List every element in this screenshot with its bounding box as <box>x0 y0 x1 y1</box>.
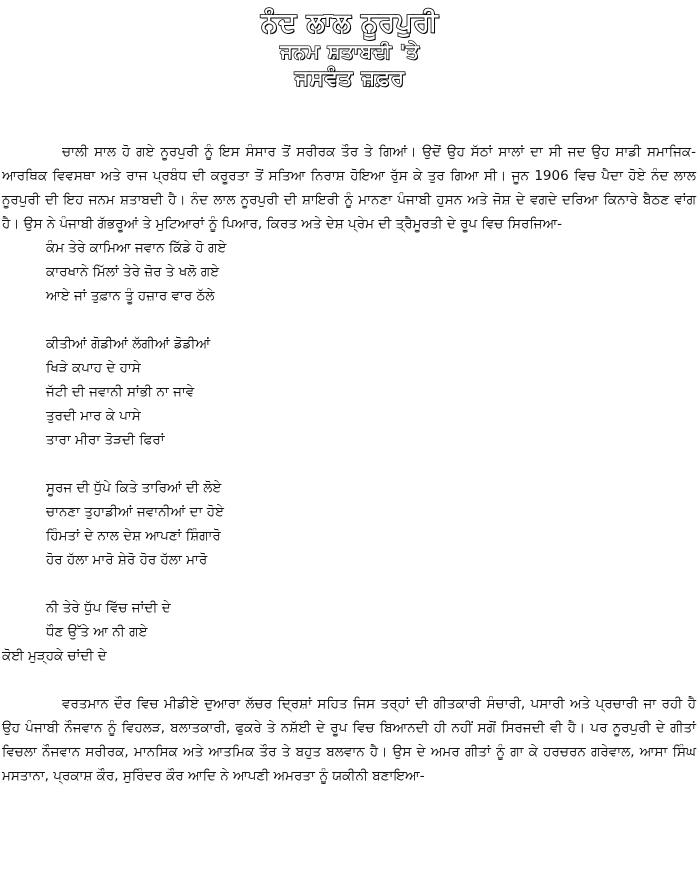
article-subtitle: ਜਨਮ ਸ਼ਤਾਬਦੀ 'ਤੇ <box>280 41 420 63</box>
stanza-gap <box>2 572 696 596</box>
closing-paragraph: ਵਰਤਮਾਨ ਦੌਰ ਵਿਚ ਮੀਡੀਏ ਦੁਆਰਾ ਲੱਚਰ ਦ੍ਰਿਸ਼ਾਂ ਸਹਿਤ ਜਿਸ ਤਰ੍ਹਾਂ ਦੀ ਗੀਤਕਾਰੀ ਸੰਚਾਰੀ, ਪਸਾਰੀ ਅਤੇ ਪ੍ਰਚਾਰੀ ਜਾ ਰਹੀ ਹੈ ਉਹ ਪੰਜਾਬੀ ਨੌਜਵਾਨ ਨੂੰ ਵਿਹਲੜ, ਬਲਾਤਕਾਰੀ, ਫੁਕਰੇ ਤੇ ਨਸ਼ੱਈ ਦੇ ਰੂਪ ਵਿਚ ਬਿਆਨਦੀ ਹੀ ਨਹੀਂ ਸਗੋਂ ਸਿਰਜਦੀ ਵੀ ਹੈ। ਪਰ ਨੂਰਪੁਰੀ ਦੇ ਗੀਤਾਂ ਵਿਚਲਾ ਨੌਜਵਾਨ ਸਰੀਰਕ, ਮਾਨਸਿਕ ਅਤੇ ਆਤਮਿਕ ਤੌਰ ਤੇ ਬਹੁਤ ਬਲਵਾਨ ਹੈ। ਉਸ ਦੇ ਅਮਰ ਗੀਤਾਂ ਨੂੰ ਗਾ ਕੇ ਹਰਚਰਨ ਗਰੇਵਾਲ, ਆਸਾ ਸਿੰਘ ਮਸਤਾਨਾ, ਪ੍ਰਕਾਸ਼ ਕੌਰ, ਸੁਰਿੰਦਰ ਕੌਰ ਆਦਿ ਨੇ ਆਪਣੀ ਅਮਰਤਾ ਨੂੰ ਯਕੀਨੀ ਬਣਾਇਆ- <box>2 696 696 784</box>
verse-line-flush: ਕੋਈ ਮੁੜ੍ਹਕੇ ਚਾਂਦੀ ਦੇ <box>2 648 107 664</box>
article-title: ਨੰਦ ਲਾਲ ਨੂਰਪੁਰੀ <box>261 8 439 38</box>
verse-line: ਆਏ ਜਾਂ ਤੁਫ਼ਾਨ ਤੂੰ ਹਜ਼ਾਰ ਵਾਰ ਠੱਲੇ <box>46 288 215 304</box>
verse-line: ਸੂਰਜ ਦੀ ਧੁੱਪੇ ਕਿਤੇ ਤਾਰਿਆਂ ਦੀ ਲੋਏ <box>46 480 222 496</box>
title-block <box>0 6 700 92</box>
verse-line: ਖਿੜੇ ਕਪਾਹ ਦੇ ਹਾਸੇ <box>46 360 141 376</box>
stanza-gap <box>2 308 696 332</box>
verse-line: ਜੱਟੀ ਦੀ ਜਵਾਨੀ ਸਾਂਭੀ ਨਾ ਜਾਵੇ <box>46 384 195 400</box>
stanza-gap <box>2 668 696 692</box>
poem-stanza-4 <box>2 596 696 644</box>
verse-line: ਚਾਨਣਾ ਤੁਹਾਡੀਆਂ ਜਵਾਨੀਆਂ ਦਾ ਹੋਏ <box>46 504 224 520</box>
article-body <box>2 140 696 788</box>
verse-line: ਕੰਮ ਤੇਰੇ ਕਾਮਿਆ ਜਵਾਨ ਕਿੱਡੇ ਹੋ ਗਏ <box>46 240 227 256</box>
verse-line: ਕਾਰਖਾਨੇ ਮਿੱਲਾਂ ਤੇਰੇ ਜ਼ੋਰ ਤੇ ਖਲੋ ਗਏ <box>46 264 220 280</box>
poem-stanza-1 <box>2 236 696 308</box>
verse-line: ਹਿੰਮਤਾਂ ਦੇ ਨਾਲ ਦੇਸ਼ ਆਪਣਾਂ ਸ਼ਿੰਗਾਰੋ <box>46 528 221 544</box>
verse-line: ਤਾਰਾ ਮੀਰਾ ਤੋੜਦੀ ਫਿਰਾਂ <box>46 432 165 448</box>
stanza-gap <box>2 452 696 476</box>
verse-line: ਨੀ ਤੇਰੇ ਧੁੱਪ ਵਿੱਚ ਜਾਂਦੀ ਦੇ <box>46 600 171 616</box>
article-author: ਜਸਵੰਤ ਜ਼ਫ਼ਰ <box>294 66 406 90</box>
verse-line: ਧੌਣ ਉੱਤੇ ਆ ਨੀ ਗਏ <box>46 624 148 640</box>
verse-line: ਹੋਰ ਹੱਲਾ ਮਾਰੋ ਸ਼ੇਰੋ ਹੋਰ ਹੱਲਾ ਮਾਰੋ <box>46 552 208 568</box>
poem-stanza-3 <box>2 476 696 572</box>
verse-line: ਕੀਤੀਆਂ ਗੋਡੀਆਂ ਲੱਗੀਆਂ ਡੋਡੀਆਂ <box>46 336 211 352</box>
poem-stanza-2 <box>2 332 696 452</box>
verse-line: ਤੁਰਦੀ ਮਾਰ ਕੇ ਪਾਸੇ <box>46 408 141 424</box>
intro-paragraph: ਚਾਲੀ ਸਾਲ ਹੋ ਗਏ ਨੂਰਪੁਰੀ ਨੂੰ ਇਸ ਸੰਸਾਰ ਤੋਂ ਸਰੀਰਕ ਤੌਰ ਤੇ ਗਿਆਂ। ਉਦੋਂ ਉਹ ਸੱਠਾਂ ਸਾਲਾਂ ਦਾ ਸੀ ਜਦ ਉਹ ਸਾਡੀ ਸਮਾਜਿਕ-ਆਰਥਿਕ ਵਿਵਸਥਾ ਅਤੇ ਰਾਜ ਪ੍ਰਬੰਧ ਦੀ ਕਰੂਰਤਾ ਤੋਂ ਸਤਿਆ ਨਿਰਾਸ਼ ਹੋਇਆ ਰੁੱਸ ਕੇ ਤੁਰ ਗਿਆ ਸੀ। ਜੂਨ 1906 ਵਿਚ ਪੈਦਾ ਹੋਏ ਨੰਦ ਲਾਲ ਨੂਰਪੁਰੀ ਦੀ ਇਹ ਜਨਮ ਸ਼ਤਾਬਦੀ ਹੈ। ਨੰਦ ਲਾਲ ਨੂਰਪੁਰੀ ਦੀ ਸ਼ਾਇਰੀ ਨੂੰ ਮਾਨਣਾ ਪੰਜਾਬੀ ਹੁਸਨ ਅਤੇ ਜੋਸ਼ ਦੇ ਵਗਦੇ ਦਰਿਆ ਕਿਨਾਰੇ ਬੈਠਣ ਵਾਂਗ ਹੈ। ਉਸ ਨੇ ਪੰਜਾਬੀ ਗੱਭਰੂਆਂ ਤੇ ਮੁਟਿਆਰਾਂ ਨੂੰ ਪਿਆਰ, ਕਿਰਤ ਅਤੇ ਦੇਸ਼ ਪ੍ਰੇਮ ਦੀ ਤ੍ਰੈਮੂਰਤੀ ਦੇ ਰੂਪ ਵਿਚ ਸਿਰਜਿਆ- <box>2 144 696 232</box>
